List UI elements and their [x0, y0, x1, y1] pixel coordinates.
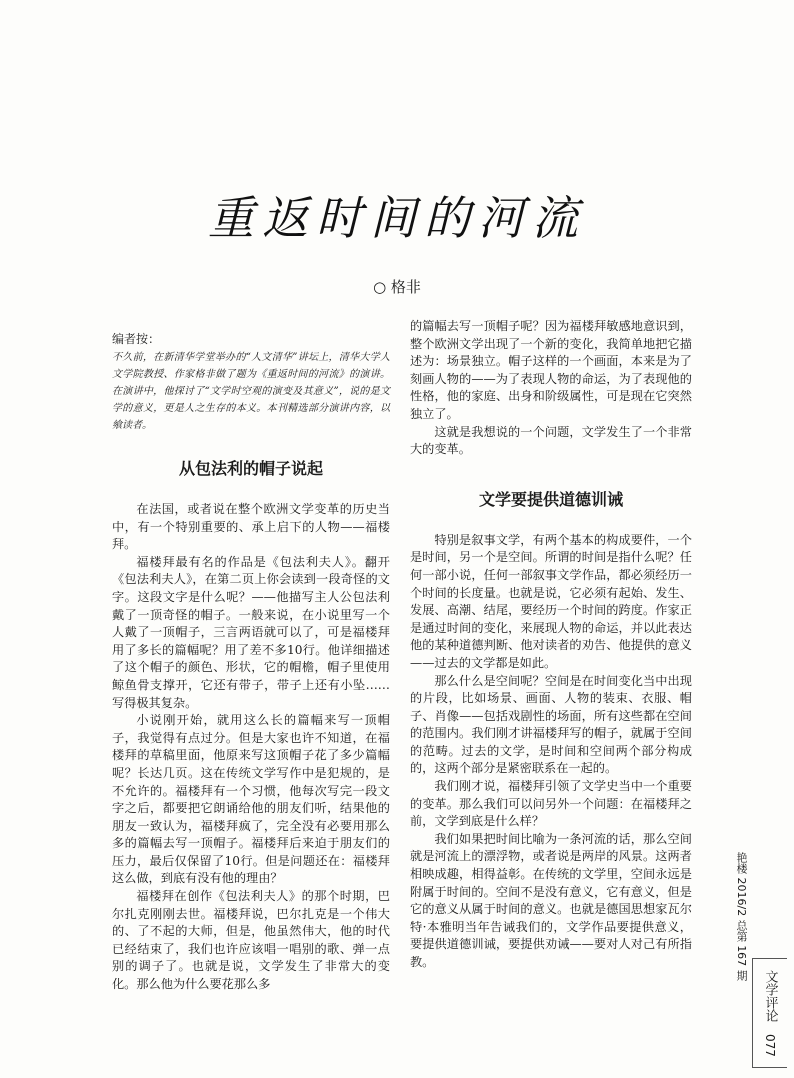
left-column [112, 318, 390, 994]
section-heading-1: 从包法利的帽子说起 [178, 459, 323, 478]
editor-note-text: 不久前，在新清华学堂举办的“人文清华”讲坛上，清华大学人文学院教授、作家格非做了题为《重返时间的河流》的演讲。在演讲中，他探讨了“文学时空观的演变及其意义”，说的是文学的意义，更是人之生存的本义。本刊精选部分演讲内容，以飨读者。 [112, 352, 390, 431]
article-title: 重返时间的河流 [208, 191, 586, 245]
column-name: 文学评论 [762, 969, 778, 1022]
paragraph: 小说刚开始，就用这么长的篇幅来写一顶帽子，我觉得有点过分。但是大家也许不知道，在福楼拜的草稿里面，他原来写这顶帽子花了多少篇幅呢？长达几页。这在传统文学写作中是犯规的，是不允许的。福楼拜有一个习惯，他每次写完一段文字之后，都要把它朗诵给他的朋友们听，结果他的朋友一致认为，福楼拜疯了，完全没有必要用那么多的篇幅去写一顶帽子。福楼拜后来迫于朋友们的压力，最后仅保留了10行。但是问题还在：福楼拜这么做，到底有没有他的理由？ [112, 713, 390, 886]
paragraph: 福楼拜最有名的作品是《包法利夫人》。翻开《包法利夫人》，在第二页上你会读到一段奇怪的文字。这段文字是什么呢？——他描写主人公包法利戴了一顶奇怪的帽子。一般来说，在小说里写一个人戴了一顶帽子，三言两语就可以了，可是福楼拜用了多长的篇幅呢？用了差不多10行。他详细描述了这个帽子的颜色、形状，它的帽檐，帽子里使用鲸鱼骨支撑开，它还有带子，带子上还有小坠……写得极其复杂。 [112, 554, 390, 710]
article-author: ○ 格非 [373, 278, 421, 296]
paragraph: 我们如果把时间比喻为一条河流的话，那么空间就是河流上的漂浮物，或者说是两岸的风景。这两者相映成趣，相得益彰。在传统的文学里，空间永远是附属于时间的。空间不是没有意义，它有意义，但是它的意义从属于时间的意义。也就是德国思想家瓦尔特·本雅明当年告诫我们的，文学作品要提供意义，要提供道德训诫，要提供劝诫——要对人对己有所指教。 [410, 831, 692, 969]
paragraph: 特别是叙事文学，有两个基本的构成要件，一个是时间，另一个是空间。所谓的时间是指什么呢？任何一部小说，任何一部叙事文学作品，都必须经历一个时间的长度量。也就是说，它必须有起始、发生、发展、高潮、结尾，要经历一个时间的跨度。作家正是通过时间的变化，来展现人物的命运，并以此表达他的某种道德判断、他对读者的劝告、他提供的意义——过去的文学都是如此。 [410, 532, 692, 670]
right-column [410, 318, 692, 972]
paragraph: 的篇幅去写一顶帽子呢？因为福楼拜敏感地意识到，整个欧洲文学出现了一个新的变化，我简单地把它描述为：场景独立。帽子这样的一个画面，本来是为了刻画人物的——为了表现人物的命运，为了表现他的性格，他的家庭、出身和阶级属性，可是现在它突然独立了。 [410, 319, 692, 421]
paragraph: 我们刚才说，福楼拜引领了文学史当中一个重要的变革。那么我们可以问另外一个问题：在福楼拜之前，文学到底是什么样？ [410, 779, 692, 829]
editor-note-heading: 编者按： [112, 332, 161, 346]
paragraph: 那么什么是空间呢？空间是在时间变化当中出现的片段，比如场景、画面、人物的装束、衣服、帽子、肖像——包括戏剧性的场面，所有这些都在空间的范围内。我们刚才讲福楼拜写的帽子，就属于空间的范畴。过去的文学，是时间和空间两个部分构成的，这两个部分是紧密联系在一起的。 [410, 673, 692, 776]
column-tab [752, 958, 787, 1068]
issue-info: 艳楼 2016/2 总第 167 期 [735, 852, 748, 981]
section-heading-2: 文学要提供道德训诫 [478, 489, 623, 509]
paragraph: 这就是我想说的一个问题，文学发生了一个非常大的变革。 [410, 424, 692, 457]
paragraph: 在法国，或者说在整个欧洲文学变革的历史当中，有一个特别重要的、承上启下的人物——福楼拜。 [112, 502, 390, 552]
page-number: 077 [763, 1033, 777, 1057]
paragraph: 福楼拜在创作《包法利夫人》的那个时期，巴尔扎克刚刚去世。福楼拜说，巴尔扎克是一个伟大的、了不起的大师，但是，他虽然伟大，他的时代已经结束了，我们也许应该唱一唱别的歌、弹一点别的调子了。也就是说，文学发生了非常大的变化。那么他为什么要花那么多 [112, 889, 390, 992]
